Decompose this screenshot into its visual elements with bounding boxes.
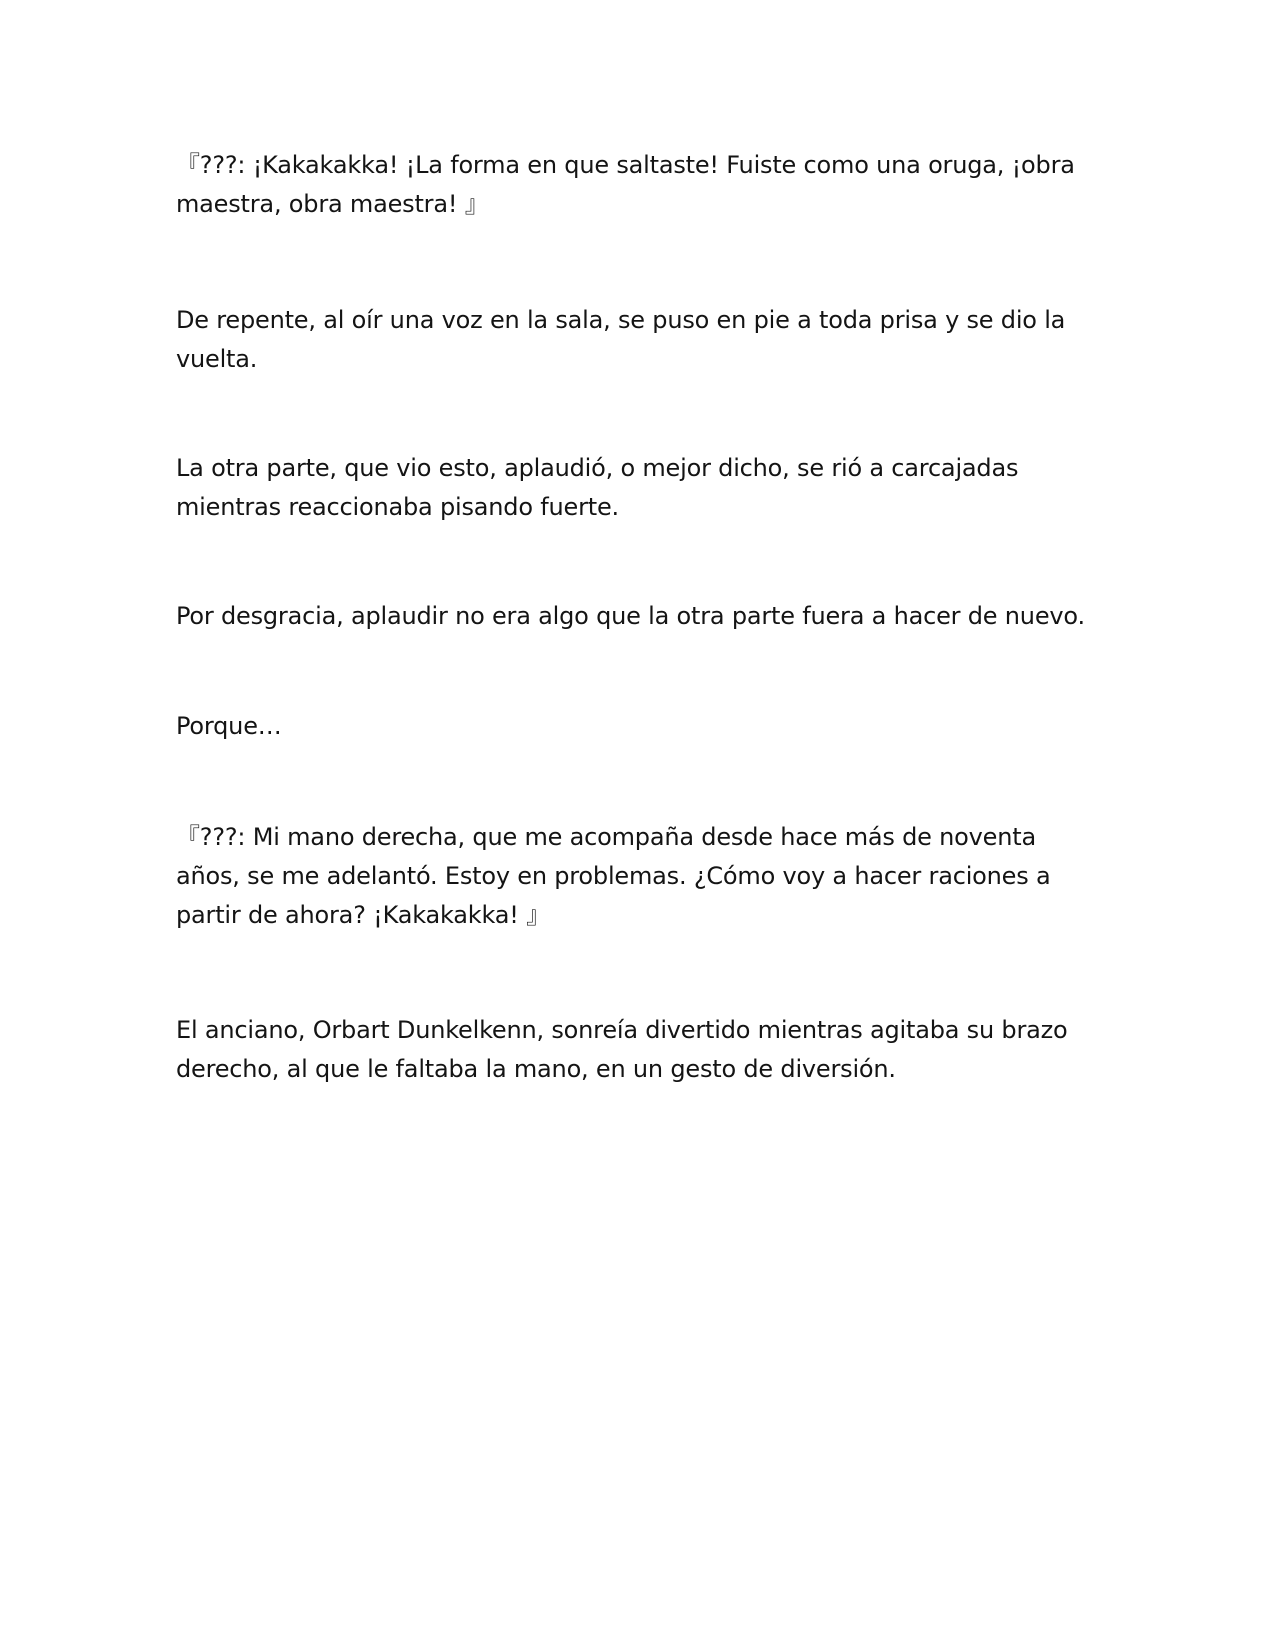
- text-line: 『???: Mi mano derecha, que me acompaña desde hace más de noventa: [176, 823, 1036, 851]
- text-line: Por desgracia, aplaudir no era algo que la otra parte fuera a hacer de nuevo.: [176, 602, 1085, 630]
- text-line: años, se me adelantó. Estoy en problemas. ¿Cómo voy a hacer raciones a: [176, 862, 1051, 890]
- text-line: La otra parte, que vio esto, aplaudió, o mejor dicho, se rió a carcajadas: [176, 454, 1019, 482]
- paragraph-narration-4: [176, 707, 1096, 746]
- text-line: maestra, obra maestra! 』: [176, 190, 489, 218]
- paragraph-narration-2: [176, 449, 1096, 527]
- text-line: vuelta.: [176, 345, 258, 373]
- paragraph-narration-5: [176, 1011, 1096, 1089]
- text-line: 『???: ¡Kakakakka! ¡La forma en que saltaste! Fuiste como una oruga, ¡obra: [176, 151, 1075, 179]
- text-line: mientras reaccionaba pisando fuerte.: [176, 493, 619, 521]
- text-line: Porque…: [176, 712, 282, 740]
- paragraph-narration-3: [176, 597, 1096, 636]
- paragraph-narration-1: [176, 301, 1096, 379]
- text-line: El anciano, Orbart Dunkelkenn, sonreía divertido mientras agitaba su brazo: [176, 1016, 1068, 1044]
- text-line: derecho, al que le faltaba la mano, en un gesto de diversión.: [176, 1055, 896, 1083]
- paragraph-dialogue-2: [176, 818, 1096, 935]
- text-line: De repente, al oír una voz en la sala, se puso en pie a toda prisa y se dio la: [176, 306, 1066, 334]
- text-line: partir de ahora? ¡Kakakakka! 』: [176, 901, 550, 929]
- paragraph-dialogue-1: [176, 146, 1096, 224]
